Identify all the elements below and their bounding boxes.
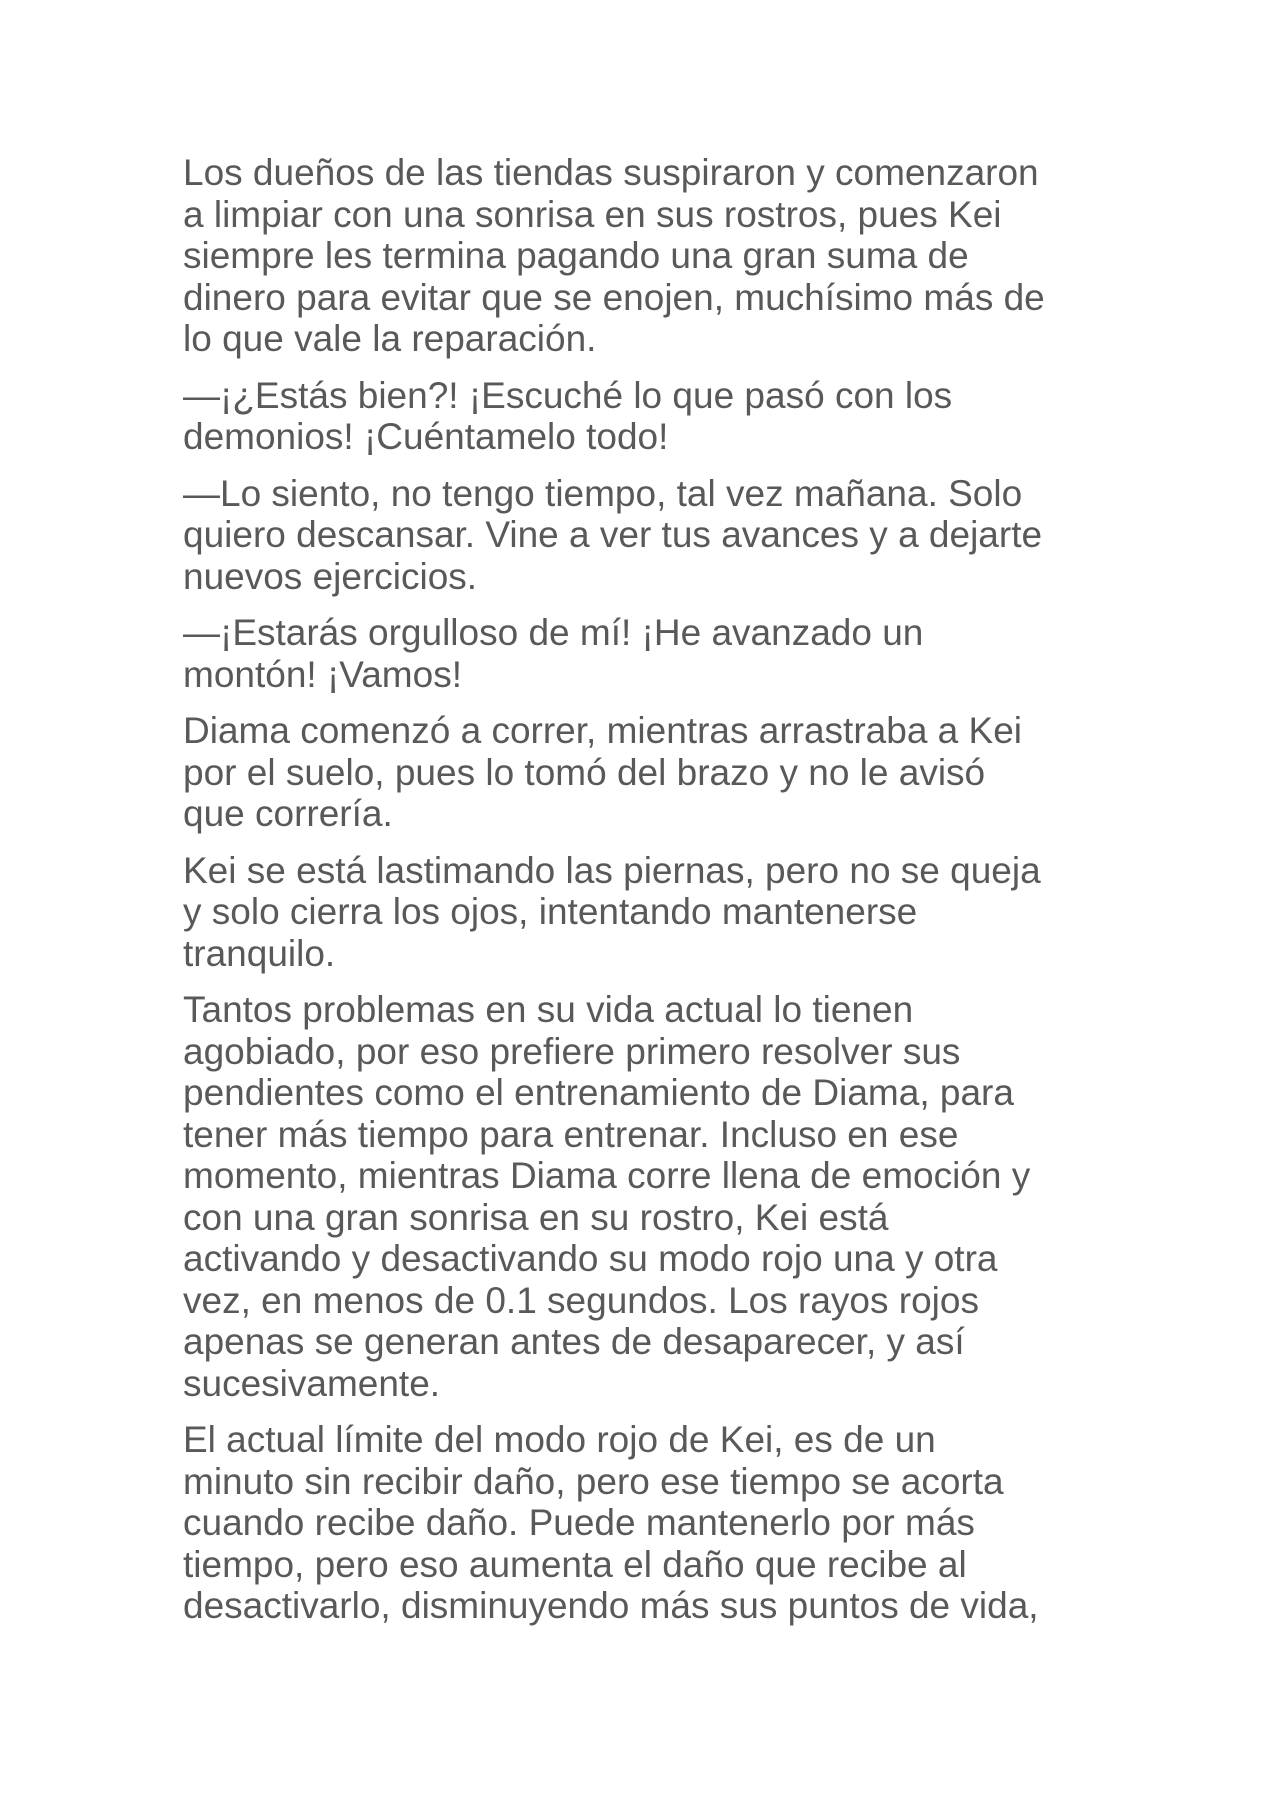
paragraph: Los dueños de las tiendas suspiraron y comenzaron a limpiar con una sonrisa en sus rostros, pues Kei siempre les termina pagando una gran suma de dinero para evitar que se enojen, muchísimo más de lo que vale la reparación. [183,152,1045,359]
paragraph: —¡¿Estás bien?! ¡Escuché lo que pasó con los demonios! ¡Cuéntamelo todo! [183,374,953,457]
paragraph: Diama comenzó a correr, mientras arrastraba a Kei por el suelo, pues lo tomó del brazo y no le avisó que correría. [183,710,1023,834]
paragraph: Tantos problemas en su vida actual lo tienen agobiado, por eso prefiere primero resolver sus pendientes como el entrenamiento de Diama, para tener más tiempo para entrenar. Incluso en ese momento, mientras Diama corre llena de emoción y con una gran sonrisa en su rostro, Kei está activando y desactivando su modo rojo una y otra vez, en menos de 0.1 segundos. Los rayos rojos apenas se generan antes de desaparecer, y así sucesivamente. [183,989,1031,1404]
body-text [183,152,1103,1642]
paragraph: —¡Estarás orgulloso de mí! ¡He avanzado un montón! ¡Vamos! [183,612,924,695]
paragraph: Kei se está lastimando las piernas, pero no se queja y solo cierra los ojos, intentando mantenerse tranquilo. [183,849,1041,974]
paragraph: —Lo siento, no tengo tiempo, tal vez mañana. Solo quiero descansar. Vine a ver tus avances y a dejarte nuevos ejercicios. [183,472,1043,597]
paragraph: El actual límite del modo rojo de Kei, es de un minuto sin recibir daño, pero ese tiempo se acorta cuando recibe daño. Puede mantenerlo por más tiempo, pero eso aumenta el daño que recibe al desactivarlo, disminuyendo más sus puntos de vida, [183,1419,1039,1626]
